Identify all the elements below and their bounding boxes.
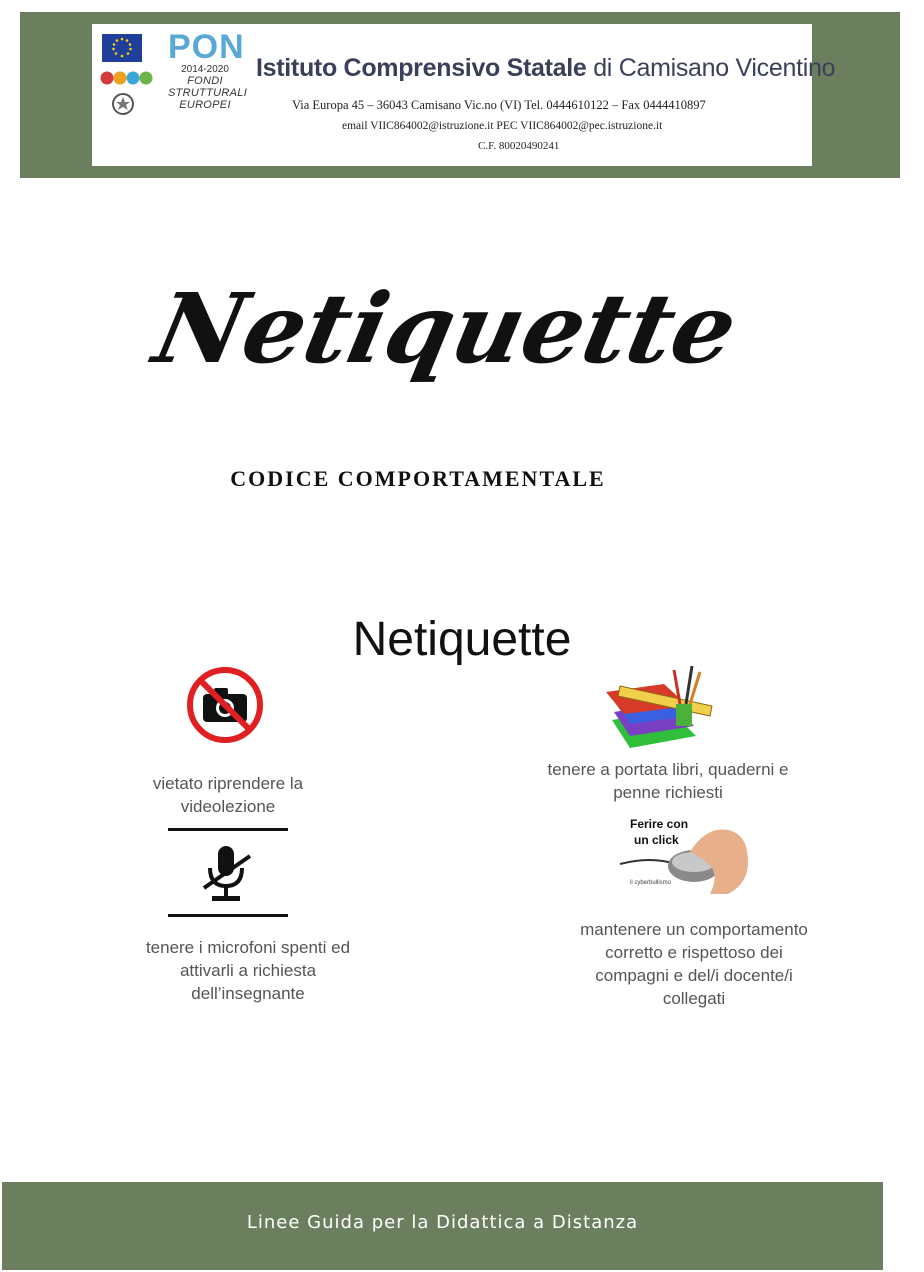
school-name-bold: Istituto Comprensivo Statale xyxy=(256,54,587,82)
infographic-title: Netiquette xyxy=(352,613,572,666)
divider-top xyxy=(168,828,288,831)
script-title-text: Netiquette xyxy=(145,272,747,385)
caption-microphones: tenere i microfoni spenti ed attivarli a richiesta dell’insegnante xyxy=(145,938,351,1003)
pon-logo xyxy=(168,28,248,120)
school-address: Via Europa 45 – 36043 Camisano Vic.no (VI) Tel. 0444610122 – Fax 0444410897 xyxy=(292,98,706,112)
page-subtitle: CODICE COMPORTAMENTALE xyxy=(230,466,606,491)
footer-text: Linee Guida per la Didattica a Distanza xyxy=(246,1212,639,1233)
pon-years: 2014-2020 xyxy=(181,64,229,75)
caption-behaviour: mantenere un comportamento corretto e rispettoso dei compagni e del/i docente/i collegati xyxy=(580,920,808,1008)
miur-logo xyxy=(100,70,156,86)
school-contacts: email VIIC864002@istruzione.it PEC VIIC864002@pec.istruzione.it xyxy=(342,120,663,132)
no-camera-icon xyxy=(186,666,264,744)
pon-line2: STRUTTURALI xyxy=(168,87,248,99)
republic-emblem-logo xyxy=(110,92,136,116)
school-name-rest: di Camisano Vicentino xyxy=(593,54,836,82)
fiscal-code: C.F. 80020490241 xyxy=(478,140,560,152)
cyber-heading-1: Ferire con xyxy=(630,817,689,831)
pon-line1: FONDI xyxy=(187,75,223,87)
school-letterhead xyxy=(92,24,836,166)
script-title xyxy=(145,262,747,412)
divider-bottom xyxy=(168,914,288,917)
cyberbullying-image xyxy=(620,812,750,900)
caption-no-recording: vietato riprendere la videolezione xyxy=(152,774,304,816)
books-pencils-icon xyxy=(600,662,718,750)
cyber-heading-2: un click xyxy=(634,833,679,847)
cyber-caption: il cyberbullismo xyxy=(630,880,672,886)
pon-line3: EUROPEI xyxy=(179,99,231,111)
microphone-off-icon xyxy=(198,842,254,906)
pon-word: PON xyxy=(168,28,245,66)
eu-flag-logo xyxy=(102,34,142,62)
caption-books: tenere a portata libri, quaderni e penne richiesti xyxy=(547,760,789,802)
school-name xyxy=(256,54,835,83)
footer-band xyxy=(2,1182,883,1270)
